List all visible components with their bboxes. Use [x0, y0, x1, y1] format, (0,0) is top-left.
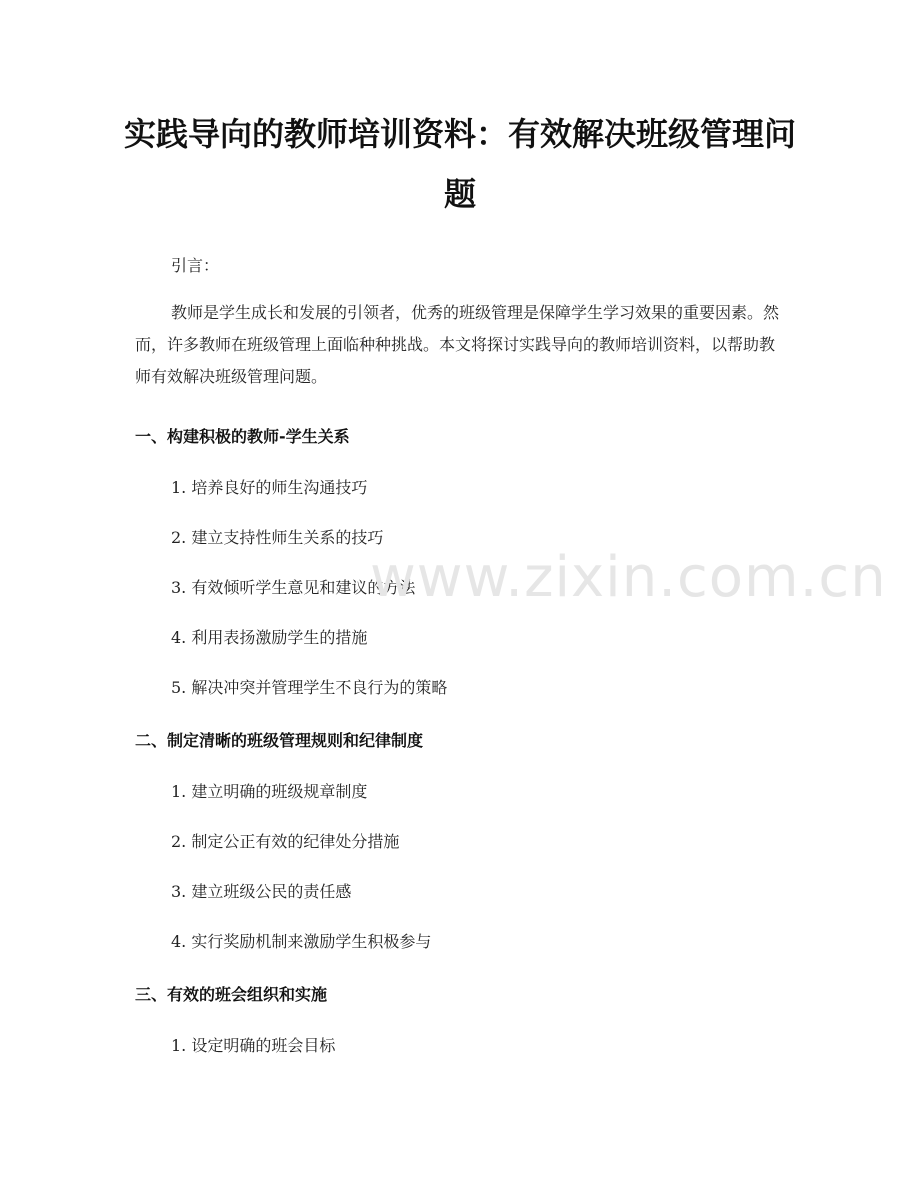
watermark: www.zixin.com.cn [370, 545, 887, 610]
section-heading-2: 二、制定清晰的班级管理规则和纪律制度 [135, 731, 424, 750]
list-item: 4. 实行奖励机制来激励学生积极参与 [171, 932, 432, 951]
list-item: 5. 解决冲突并管理学生不良行为的策略 [171, 678, 448, 697]
list-item: 1. 建立明确的班级规章制度 [171, 782, 368, 801]
list-item: 1. 培养良好的师生沟通技巧 [171, 478, 368, 497]
list-item: 3. 有效倾听学生意见和建议的方法 [171, 578, 416, 597]
section-heading-3: 三、有效的班会组织和实施 [135, 985, 328, 1004]
list-item: 1. 设定明确的班会目标 [171, 1036, 336, 1055]
list-item: 3. 建立班级公民的责任感 [171, 882, 352, 901]
document-title: 实践导向的教师培训资料：有效解决班级管理问题 [123, 115, 796, 213]
list-item: 2. 制定公正有效的纪律处分措施 [171, 832, 400, 851]
list-item: 4. 利用表扬激励学生的措施 [171, 628, 368, 647]
intro-paragraph: 教师是学生成长和发展的引领者，优秀的班级管理是保障学生学习效果的重要因素。然而，许多教师在班级管理上面临种种挑战。本文将探讨实践导向的教师培训资料，以帮助教师有效解决班级管理问题。 [135, 303, 780, 386]
section-heading-1: 一、构建积极的教师-学生关系 [135, 427, 350, 446]
intro-label: 引言： [171, 256, 220, 275]
list-item: 2. 建立支持性师生关系的技巧 [171, 528, 384, 547]
